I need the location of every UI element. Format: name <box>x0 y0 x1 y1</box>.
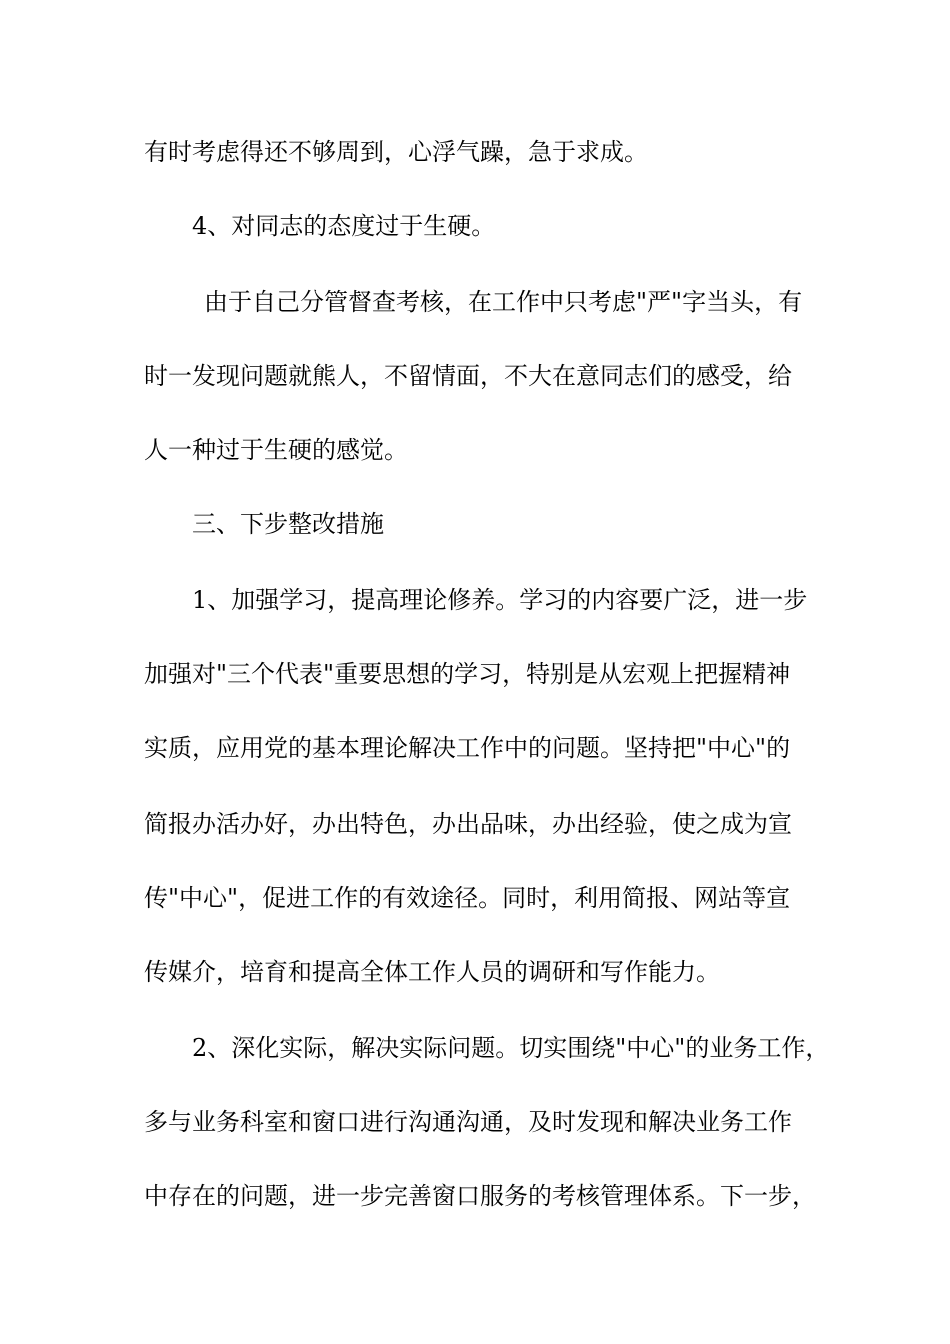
section-heading: 三、下步整改措施 <box>192 510 384 538</box>
text-line: 中存在的问题，进一步完善窗口服务的考核管理体系。下一步， <box>144 1182 816 1210</box>
text-line: 2、深化实际，解决实际问题。切实围绕"中心"的业务工作， <box>192 1034 830 1062</box>
section-heading: 4、对同志的态度过于生硬。 <box>192 212 496 240</box>
text-line: 简报办活办好，办出特色，办出品味，办出经验，使之成为宣 <box>144 810 792 838</box>
text-line: 实质，应用党的基本理论解决工作中的问题。坚持把"中心"的 <box>144 734 791 762</box>
text-line: 时一发现问题就熊人，不留情面，不大在意同志们的感受，给 <box>144 362 792 390</box>
text-line: 传"中心"，促进工作的有效途径。同时，利用简报、网站等宣 <box>144 884 791 912</box>
text-line: 多与业务科室和窗口进行沟通沟通，及时发现和解决业务工作 <box>144 1108 792 1136</box>
text-line: 人一种过于生硬的感觉。 <box>144 436 408 464</box>
text-line: 由于自己分管督查考核，在工作中只考虑"严"字当头，有 <box>204 288 803 316</box>
text-line: 传媒介，培育和提高全体工作人员的调研和写作能力。 <box>144 958 720 986</box>
text-line: 加强对"三个代表"重要思想的学习，特别是从宏观上把握精神 <box>144 660 791 688</box>
text-line: 1、加强学习，提高理论修养。学习的内容要广泛，进一步 <box>192 586 808 614</box>
text-line: 有时考虑得还不够周到，心浮气躁，急于求成。 <box>144 138 648 166</box>
